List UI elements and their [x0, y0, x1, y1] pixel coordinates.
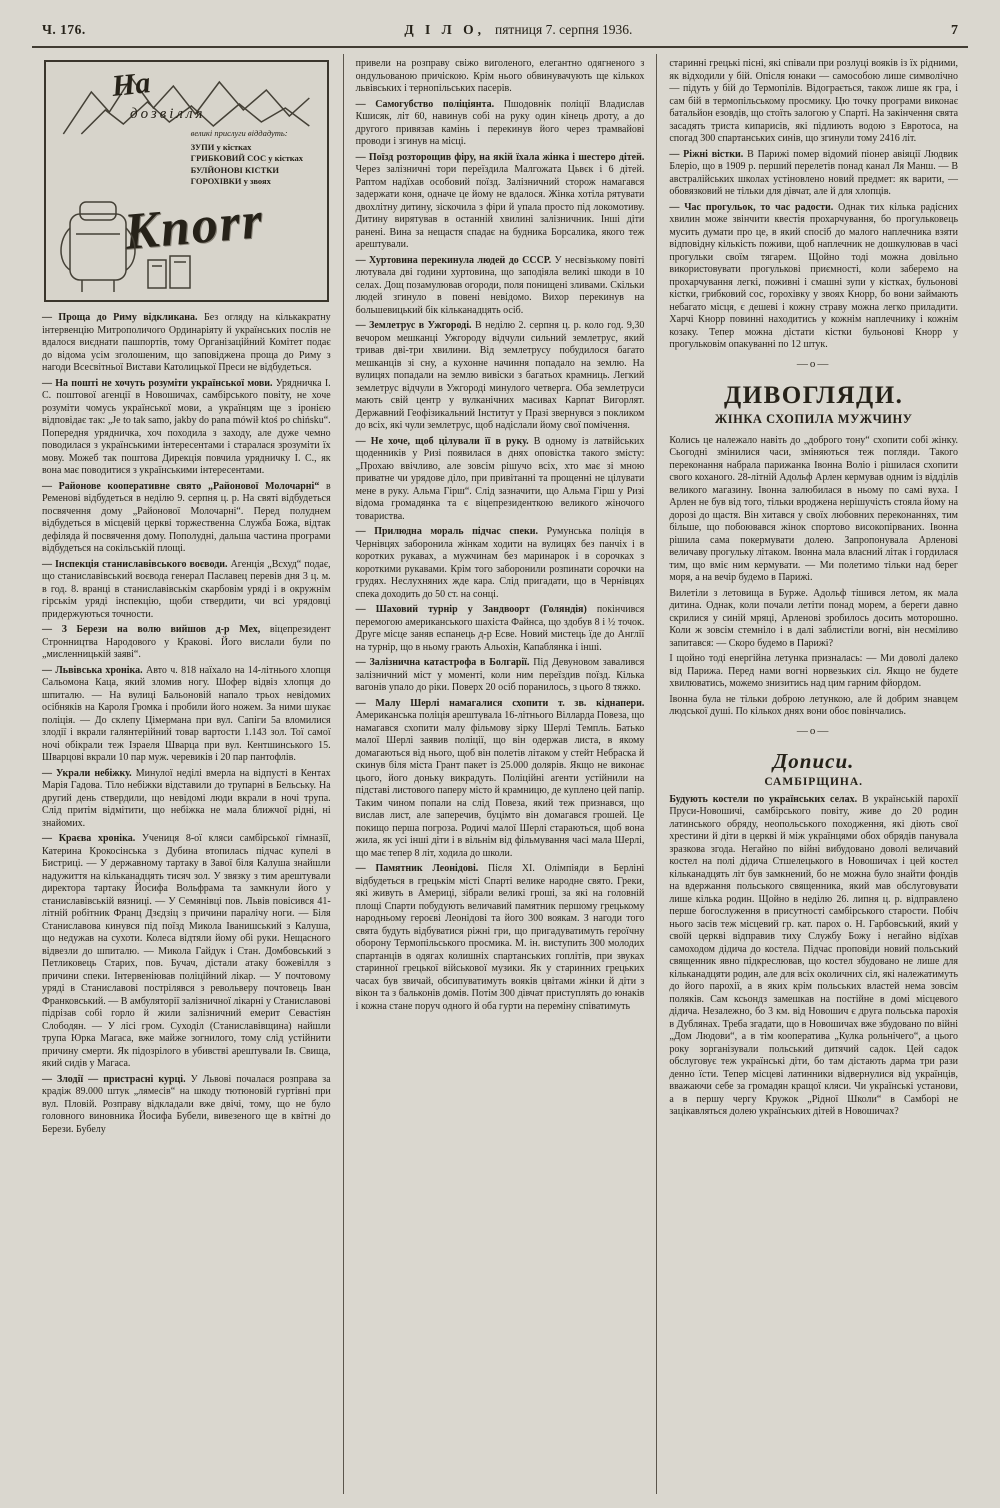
- ad-tagline: дозвілля: [130, 106, 206, 122]
- article-paragraph: — Памятник Леонідові. Після XI. Олімпіяди в Берліні відбудеться в грецькім місті Спарті велике народне свято. Греки, які живуть в Америці, зібрали великі гроші, за які на головній площі Спарти побудують величавий памятник першому грецькому народньому героєві Леонідові та його 300 воякам. З нагоди того свята будуть відбуватися ріжні гри, що пригадуватимуть героїчну оборону Термопільського просмика. М. ін. виступить 300 молодих спартанців в одягах колишніх спартанських гоплітів, при звуках старинної грецької військової музики. Як у старинних грецьких часах був звичай, обсипуватимуть вояків цвітами жінки й діти з вікон та з бальконів домів. Потім 300 дівчат приступлять до юнаків і кожна стане поруч одного й оба гурти на переміну співатимуть: [355, 863, 645, 1012]
- article-paragraph: — З Берези на волю вийшов д-р Мех, віцепрезидент Стронництва Народового у Кракові. Його вислали були по „мисленницькій заяві“.: [42, 624, 331, 660]
- backpack-illustration: [52, 184, 144, 296]
- column-2: [343, 54, 657, 1494]
- article-paragraph: — Украли небіжку. Минулої неділі вмерла на відпусті в Кентах Марія Гадова. Тіло небіжки відставили до трупарні в Бельську. На другий день ствердили, що невідомі люди вкрали в ночі трупа. Слід притім відмітити, що небіжка не мала ближчої рідні, ні знайомих.: [42, 767, 331, 829]
- ad-intro-text: великі прислуги віддадуть:: [190, 128, 288, 138]
- article-paragraph: привели на розправу свіжо виголеного, елегантно одягненого з ондульованою причіскою. Крім нього обвинувачують ще кількох львівських і тернопільських пасерів.: [355, 58, 645, 94]
- article-paragraph: старинні грецькі пісні, які співали при розлуці вояків із їх рідними, як відходили у бій. Опісля юнаки — самособою лише символічно — підуть у бій до Термопілів. Відограється, також лише як гра, і сам бій в термопільському просмику. Цю точку програми виконає батальйон езовдів, що стоїть залогою у Спарті. На закінчення свята засадять триста кипарисів, які підлиють водою з Евротоса, на спогад 300 спартанських синів, що згинули тому 2416 літ.: [669, 58, 959, 144]
- ad-product-item: ЗУПИ у кістках: [190, 142, 252, 152]
- paragraph-lead: — Злодії — пристрасні курці.: [42, 1073, 191, 1085]
- paragraph-lead: — Краєва хроніка.: [42, 833, 142, 844]
- section-subheadline: ЖІНКА СХОПИЛА МУЖЧИНУ: [714, 411, 913, 426]
- ad-product-item: ГОРОХІВКИ у звоях: [190, 176, 271, 187]
- paragraph-lead: — Памятник Леонідові.: [355, 863, 489, 874]
- masthead-date: пятниця 7. серпня 1936.: [495, 22, 633, 37]
- section-headline: ДИВОГЛЯДИ.: [723, 381, 904, 409]
- page-number: 7: [951, 23, 958, 38]
- page-header: [42, 22, 958, 39]
- paragraph-lead: — Поїзд розторощив фіру, на якій їхала жінка і шестеро дітей.: [355, 151, 645, 163]
- ad-product-list: [191, 142, 319, 188]
- article-paragraph: — На пошті не хочуть розуміти української мови. Урядничка І. С. поштової агенції в Новошичах, самбірського повіту, не хоче розуміти чомусь української мови, а українцям ще з іронією відповідає так: „Je to tak samo, jakby do pana mówił ktoś po chińsku“. Попередня урядничка, хоч походила з заходу, але дуже чемно поводилася з українськими інтересентами і старалася зрозуміти їх мову. Можеб так поштова Дирекція повчила урядничку І. С., як вона має поводитися з українськими інтересентами.: [42, 377, 331, 476]
- paragraph-lead: — Малу Шерлі намагалися схопити т. зв. кіднапери.: [355, 697, 645, 709]
- masthead: [404, 22, 632, 38]
- product-packets-illustration: [146, 252, 194, 292]
- article-paragraph: Івонна була не тільки доброю летункою, але й добрим знавцем людської душі. По кількох днях вони обоє повінчались.: [669, 693, 959, 717]
- article-paragraph: — Районове кооперативне свято „Районової Молочарні“ в Ременові відбудеться в неділю 9. серпня ц. р. На святі відбудеться посвячення дому „Районової Молочарні“. Перед полуднем відбудеться в місцевій церкві торжественна Служба Божа, відтак дефіляда й посвячення дому. Пополудні, дальша частина програми відбудеться на сокільській площі.: [42, 480, 331, 554]
- columns-container: [30, 54, 970, 1494]
- paragraph-lead: — Час прогульок, то час радости.: [669, 201, 839, 213]
- ad-product-item: БУЛЙОНОВІ КІСТКИ: [190, 164, 280, 175]
- article-paragraph: — Ріжні вістки. В Парижі помер відомий піонер авіяції Людвик Блеріо, що в 1909 р. перший перелетів понад канал Ля Манш. — В австралійських школах устіновлено новий предмет: як варити, — обовязковий не тільки для дівчат, але й для хлопців.: [669, 148, 959, 197]
- paragraph-lead: — Районове кооперативне свято „Районової Молочарні“: [42, 480, 326, 492]
- paragraph-lead: — Шаховий турнір у Зандвоорт (Голяндія): [355, 604, 597, 615]
- article-paragraph: Будують костели по українських селах. В українській парохії Пруси-Новошичі, самбірського повіту, живе до 20 родин латинського обряду, неопольського походження, які діють свої хрестини й діти в церкві й між українцями обох обрядів панувала зразкова згода. Негайно по війні вибудовано доволі величавий костел на полі дідича Стшелецького в Новошичах і цей костел кільканадцять літ був замкнений, бо не можна було знайти фондів на вдержання польського священника, який мав обслуговувати лише кілька родин. Щойно в неділю 26. липня ц. р. відправлено перше богослуження в присутності самбірського старости. Побіч нього засів теж місцевий гр. кат. парох о. Н. Гарбовський, який у своїй церкві відправив тиху Службу Божу і негайно відїхав самоходом дідича до костела. Підчас проповіди новий польський священник явно підкреслював, що костел збудовано не лише для кільканадцяти родин, але для всіх околичних сіл, які належатимуть до його парохії, а в яких крім польських властей нема зовсім поляків. Сам ксьондз замешкав на постійне в домі місцевого дідича. Незалежно, бо 3 км. від Новошич є друга польська парохія в Дублянах. Треба згадати, що в Новошичах вже збудовано по війні „Дом Людови“, а в тім кооператива „Кулка рольнічего“, а цього року зорганізували польський дитячий садок. Цей садок обслуговує теж українські діти, бо там дістають дарма три рази денно їсти. Тепер місцеві латинники відвернулися від українців, вважаючи себе за громадян кращої кляси. Чи українські установи, а в першу чергу Кружок „Рідної Школи“ в Самборі не зацікавляться долею українських дітей в Новошичах?: [669, 793, 959, 1117]
- article-paragraph: Вилетіли з летовища в Бурже. Адольф тішився летом, як мала дитина. Однак, коли почали летіти понад морем, а береги давно скрилися у синій мряці, Арленові зробилось досить моторошно. Коли ж зовсім стемніло і в далі заблистіли вогні, він несміливо запитався: — Скоро будемо в Парижі?: [669, 587, 959, 649]
- paragraph-lead: — Залізнична катастрофа в Болгарії.: [355, 657, 534, 668]
- section-divider: —о—: [796, 724, 831, 737]
- column-1-articles: [42, 312, 331, 1136]
- paragraph-lead: — Землетрус в Ужгороді.: [355, 320, 475, 331]
- article-paragraph: — Малу Шерлі намагалися схопити т. зв. кіднапери. Американська поліція арештувала 16-літнього Вілларда Повеза, що намагався схопити малу фільмову зірку Шерлі Темпль. Батько малої Шерлі заявив поліції, що він одержав листа, в якому домагаються від нього, щоб він полетів літаком у стейт Небраска й скинув біля міста Грант пакет із 25.000 долярів. Якщо не виконає цього, його доньку викрадуть. Поліційні агенти устійнили на підставі листового паперу місто й крамницю, де куплено цей папір. Таким чином попали на слід Повеза, який теж признався, що вислав лист, але заперечив, буцімто він домагався грошей. Це покищо перша погроза. Родичі малої Шерлі стараються, щоб вона жила, як усі інші діти і в вільнім від фільмування часі мала Шерлі, що має тепер 8 літ, ходила до школи.: [355, 697, 645, 859]
- masthead-title: Д І Л О,: [404, 22, 485, 37]
- section-divider: —о—: [796, 357, 831, 370]
- paragraph-lead: — Украли небіжку.: [42, 767, 136, 779]
- article-paragraph: Колись це належало навіть до „доброго тону“ схопити собі жінку. Сьогодні змінилися часи, зміняються теж погляди. Такого переконання набрала парижанка Івонна Воліо і рішилася схопити свого коханого. 28-літній Адольф Арлен кермував одним із відділів великого магазину. Івонна залюбилася в ньому по самі вуха. І Арлен не був від того, тільки вроджена нерішучість стояла йому на дорозі до щастя. Він хитався у своїх любовних переконаннях, тим більше, що побоювався жінок спортово високопірваних. Івонна рішила сама покермувати долею. Запропонувала Арленові величаву прогульку літаком. Івонна мала власний літак і гордилася тим, що вміє ним кермувати. — Ми полетимо тільки над берег моря, а на вечір будемо в Парижі.: [669, 434, 959, 583]
- section-headline: Дописи.: [772, 748, 855, 773]
- article-paragraph: — Інспекція станиславівського воєводи. Агенція „Всхуд“ подає, що станиславівський воєвода генерал Паславец перевів дня 3 ц. м. в год. 8. вранці в станиславівськім скарбовім уряді і в окружнім гірськім уряді інспекцію, щоби ствердити, чи всі урядовці придержуються точности.: [42, 558, 331, 620]
- knorr-brand-logo: Knorr: [121, 192, 267, 261]
- paragraph-lead: — Львівська хроніка.: [42, 664, 146, 676]
- column-3-articles: [669, 58, 958, 1119]
- header-rule: [32, 46, 968, 48]
- paragraph-lead: Будують костели по українських селах.: [669, 793, 863, 805]
- article-paragraph: — Поїзд розторощив фіру, на якій їхала жінка і шестеро дітей. Через залізничні тори переїздила Малгожата Цьвєк і 6 дітей. Раптом надїхав особовий поїзд. Залізничний сторож намагався задержати коня, одначе це йому не вдалося. Жінка хотіла рятувати двохлітну дитину, зіскочила з фіри й упала просто під локомотиву. Дитину вирятував в останній хвилині залізничник. Інші діти ранені. Вина за нещастя спадає на будника Борсалика, якого теж арештували.: [355, 151, 645, 250]
- article-paragraph: — Не хоче, щоб цілували її в руку. В одному із латвійських щоденників у Ризі появилася в днях оповістка такого змісту: „Прохаю ввічливо, але зовсім рішучо всіх, хто має зі мною приватне чи урядове діло, при привітанні та прощенні не цілувати мене в руку. Альма Гірш“. Слід зазначити, що Альма Гірш у Ризі відома громадянка та є віцепрезиденткою великого жіночого товариства.: [355, 435, 645, 522]
- column-2-articles: [356, 58, 645, 1013]
- article-paragraph: — Львівська хроніка. Авто ч. 818 наїхало на 14-літнього хлопця Сальомона Каца, який зломив ногу. Шофер відвіз хлопця до шпиталю. — На вулиці Бальоновій напало трьох невідомих осібняків на Кароля Громка і пробили його ножем. За ними шукає поліція. — До склепу Цімермана при вул. Сапіги 5а вломилися злодії і вкрали галянтерійний товар вартости 1.143 зол. Тої самої ночі обікрали теж Ізраеля Шварца при вул. Кентшинського 15. Шварцові вкрали 10 пар муж. черевиків і 20 пар пантофлів.: [42, 664, 331, 763]
- paragraph-lead: — На пошті не хочуть розуміти української мови.: [42, 377, 276, 389]
- ad-script-na: На: [110, 66, 152, 103]
- paragraph-lead: — Самогубство поліціянта.: [355, 98, 504, 110]
- paragraph-lead: — З Берези на волю вийшов д-р Мех,: [42, 624, 270, 635]
- paragraph-lead: — Ріжні вістки.: [669, 148, 748, 160]
- article-paragraph: — Час прогульок, то час радости. Однак тих кілька радісних хвилин може звінчити квестія прохарчування, бо прогульковець мусить думати про це, в який спосіб до малого наплечника взяти відповідну кількість поживи, щоб наплечник не дошкулював в часі прогульки своїм тягарем. Щойно тоді можна довільно використовувати прогулькові приємності, коли заберемо на прохарчування легкі, поживні і смашні зупи у кістках, бульонові кістки, грибковий сос, горохівку у звоях Кнорр, бо вони займають небагато місця, є дешеві і кожну страву можна легко приладити. Харчі Кнорр повинні находитись у кожнім наплечнику і кожнім козаку. Тепер можна дістати кістки бульонові Кнорр у прогульковім опакуванні по 12 штук.: [669, 201, 959, 350]
- article-paragraph: — Землетрус в Ужгороді. В неділю 2. серпня ц. р. коло год. 9,30 вечором мешканці Ужгороду відчули сильний землетрус, який тривав дві-три хвилини. Від землетрусу побудилося багато мешканців зі сну, а кухонне начиння попадало на землю. На вулицях попадали на землю вивіски з багатьох крамниць. Легкий землетрус відчули в Ужгороді минулого четверга. Оба землетруси мають свій центр у вулканічних масивах Карпат Вигорлят. Державний Геофізикальний Інститут у Празі звернувся з покликом до всіх, які чули землетрус, щоб надіслали йому свої помічення.: [355, 320, 645, 431]
- section-subheadline: САМБІРЩИНА.: [764, 775, 864, 788]
- paragraph-lead: — Проща до Риму відкликана.: [42, 312, 204, 323]
- ad-product-item: ГРИБКОВИЙ СОС у кістках: [190, 153, 304, 164]
- article-paragraph: — Залізнична катастрофа в Болгарії. Під Девуновом завалився залізничний міст у моменті, коли ним переїздив поїзд. Кілька вагонів упало до ріки. Поверх 20 осіб поранилось, з цього 8 тяжко.: [355, 657, 645, 693]
- article-paragraph: — Шаховий турнір у Зандвоорт (Голяндія) покінчився перемогою американського шахіста Файнса, що здобув 8 і ½ точок. Друге місце заняв еспанець д-р Есве. Новий мистець їде до Англії на турнір, що в ньому грають Альохін, Капаблянка і інші.: [355, 604, 645, 653]
- article-paragraph: — Краєва хроніка. Учениця 8-ої кляси самбірської гімназії, Катерина Крокосінська з Дубина втопилась підчас купелі в Бистриці. — У державному тартаку в Завої біля Калуша знайшли надужиття на кільканадцять тисяч зол. У звязку з тим арештували директора тартаку Йосифа Вольфрама та замкнули його у станиславівській вязниці. — У Семянівці пов. Львів повісився 41-літній робітник Франц Дзєдзіц з причини паралічу ноги. — Біля Станиславова кинувся під поїзд Микола Іванишський з Калуша, що недужав на сухоти. Колеса відтяли йому обі руки. Нещасного відвезли до шпиталю. — Микола Гайдук і Стан. Домбовський з Петликовець Старих, пов. Бучач, дістали атаку божевілля з причини спеки. Інтервеніював поліційний лікар. — У почтовому уряді в Станиславові пострілявся з револьверу почтовець Іван Франковський. — В амбуляторії залізничної лікарні у Станиславові підрізав собі горло й жили залізничний емерит Севастіян Слободян. — У лісі гром. Суходіл (Станиславівщина) найшли трупа Юрка Магаса, вже майже зогнилого, тому слід устійнити причину смерти. Як підозрілого в убивстві арештували Ів. Свища, який сидів у Магаса.: [42, 833, 331, 1069]
- article-paragraph: І щойно тоді енергійна летунка призналась: — Ми доволі далеко від Парижа. Перед нами вогні норвезьких сіл. Якщо не будете хвилюватись, можемо знизитись над цим гарним фйордом.: [669, 653, 959, 689]
- paragraph-lead: — Не хоче, щоб цілували її в руку.: [355, 435, 534, 447]
- article-paragraph: — Самогубство поліціянта. Пшодовнік поліції Владислав Кшисяк, літ 60, навинув собі на руку один кінець дроту, а до другого привязав камінь і перекинув його через трамвайові проводи і згинув на місці.: [355, 98, 645, 147]
- article-paragraph: — Прилюдна мораль підчас спеки. Румунська поліція в Чернівцях заборонила жінкам ходити на вулицях без панчіх і в коротких рукавах, а мужчинам без маринарок і в сорочках з короткими рукавами. Крім того заборонили розпинати сорочки на грудях. Неслухняних жде кара. Слід пригадати, що в Чернівцях спека доходить до 50 ст. на сонці.: [355, 526, 645, 600]
- article-paragraph: — Хуртовина перекинула людей до СССР. У несвізькому повіті лютувала дві години хуртовина, що заподіяла великі шкоди в 10 селах. Дощ позамулював огороди, поля понищені зливами. Скільки людей згинуло в повені невідомо. Вихор перекинув на большевицький бік кільканадцять осіб.: [355, 254, 645, 316]
- article-paragraph: — Проща до Риму відкликана. Без огляду на кількакратну інтервенцію Митрополичого Ординаріяту й українських послів не вдалося виєднати пашпортів, тому Організаційний Комітет подає до відома усім зголошеним, що заповіджена проща до Риму з нагоди Всесвітньої Вистави Католицької Преси не відбудеться.: [42, 312, 331, 373]
- paragraph-lead: — Інспекція станиславівського воєводи.: [42, 558, 231, 570]
- article-paragraph: — Злодії — пристрасні курці. У Львові почалася розправа за крадіж 89.000 штук „лямесів“ на шкоду тютюновій гуртівні при вул. Пловій. Розправу відкладали вже двічі, тому, що не було головного виновника Йосифа Бубели, вивезеного ще в квітні до Берези. Бубелу: [42, 1073, 331, 1135]
- knorr-advertisement: [44, 60, 329, 302]
- issue-number: Ч. 176.: [42, 22, 86, 37]
- column-3: [656, 54, 970, 1494]
- paragraph-lead: — Прилюдна мораль підчас спеки.: [355, 526, 547, 537]
- paragraph-lead: — Хуртовина перекинула людей до СССР.: [355, 254, 555, 266]
- column-1: [30, 54, 343, 1494]
